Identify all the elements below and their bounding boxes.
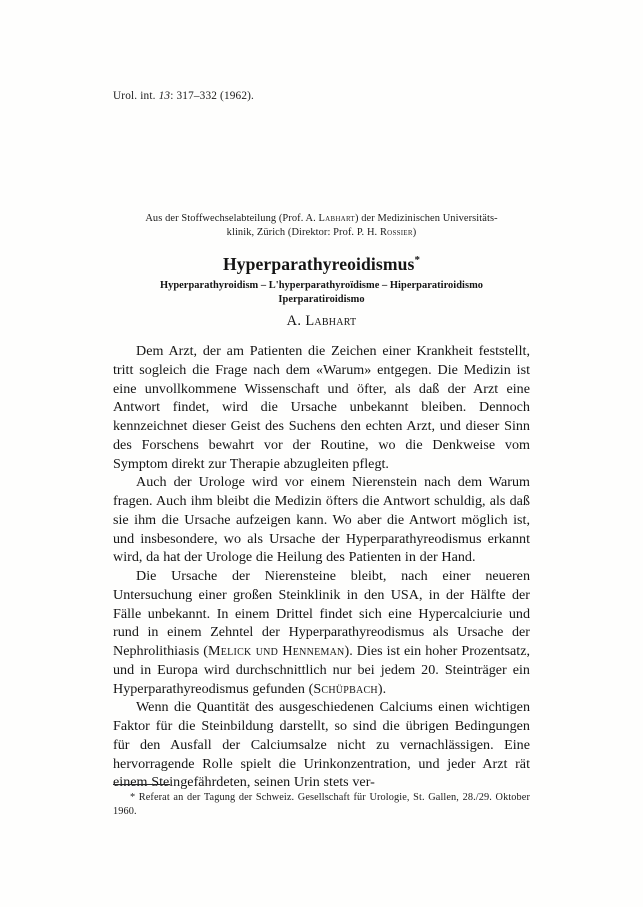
footnote-text: Referat an der Tagung der Schweiz. Gesellschaft für Urologie, St. Gallen, 28./29. Oktober 1960. bbox=[113, 792, 530, 818]
paragraph-part: ). bbox=[377, 680, 387, 697]
title-text: Hyperparathyreoidismus bbox=[222, 254, 415, 274]
body-text bbox=[113, 342, 530, 792]
footnote bbox=[113, 791, 530, 819]
page-range-year: : 317–332 (1962). bbox=[170, 90, 255, 102]
footnote-marker: * bbox=[130, 792, 136, 803]
footnote-paragraph bbox=[113, 791, 530, 819]
paragraph: Auch der Urologe wird vor einem Nierenstein nach dem Warum fragen. Auch ihm bleibt die Medizin öfters die Antwort schuldig, als daß sie ihm die Ursache aufzeigen kann. Wo aber die Antwort möglich ist, und insbesondere, wo als Ursache der Hyperparathyreodismus erkannt wird, da hat der Urologe die Heilung des Patienten in der Hand. bbox=[113, 474, 530, 566]
affiliation-line2-pre: klinik, Zürich (Direktor: Prof. P. H. bbox=[226, 227, 380, 239]
citation-schuepbach: Schüpbach bbox=[313, 680, 378, 697]
volume-number: 13 bbox=[158, 90, 171, 102]
title-block bbox=[113, 254, 530, 306]
affiliation-name-rossier: Rossier bbox=[379, 227, 413, 239]
title-footnote-marker: * bbox=[414, 254, 421, 267]
affiliation-line1-pre: Aus der Stoffwechselabteilung (Prof. A. bbox=[145, 213, 319, 224]
journal-name: Urol. int. bbox=[113, 90, 156, 102]
author-initial: A. bbox=[286, 313, 306, 329]
affiliation bbox=[113, 212, 530, 241]
paragraph: Dem Arzt, der am Patienten die Zeichen einer Krankheit feststellt, tritt sogleich die Frage nach dem «Warum» entgegen. Die Medizin ist eine unvollkommene Wissenschaft und öfter, als daß der Arzt eine Antwort findet, wird die Ursache unbekannt bleiben. Dennoch kennzeichnet dieser Geist des Suchens den echten Arzt, und dieser Sinn des Forschens bewahrt vor der Routine, wo die Denkweise vom Symptom direkt zur Therapie abzugleiten pflegt. bbox=[113, 343, 530, 472]
affiliation-line1-post: ) der Medizinischen Universitäts- bbox=[355, 213, 498, 224]
footnote-separator-rule bbox=[113, 784, 170, 785]
paragraph: Wenn die Quantität des ausgeschiedenen Calciums einen wichtigen Faktor für die Steinbildung darstellt, so sind die übrigen Bedingungen für den Ausfall der Calciumsalze nicht zu vernachlässigen. Eine hervorragende Rolle spielt die Urinkonzentration, und jeder Arzt rät einem Steingefährdeten, seinen Urin stets ver- bbox=[113, 699, 530, 791]
paragraph-part: ). Dies ist ein hoher Prozentsatz, und in Europa wird durchschnittlich nur bei jedem 20. Steinträger ein Hyperparathyreodismus gefunden ( bbox=[113, 643, 530, 697]
citation-melick-henneman: Melick und Henneman bbox=[207, 643, 345, 659]
affiliation-line2-post: ) bbox=[412, 227, 417, 239]
paragraph-part: Die Ursache der Nierensteine bleibt, nach einer neueren Untersuchung einer großen Steinklinik in den USA, in der Hälfte der Fälle unbekannt. In einem Drittel findet sich eine Hypercalciurie und rund in einem Zehntel der Hyperparathyreodismus als Ursache der Nephrolithiasis ( bbox=[113, 568, 530, 659]
running-head bbox=[113, 90, 254, 102]
page-title bbox=[113, 254, 530, 274]
author-surname: Labhart bbox=[305, 313, 357, 329]
subtitle bbox=[113, 279, 530, 306]
affiliation-name-labhart: Labhart bbox=[318, 213, 355, 224]
subtitle-line-1: Hyperparathyroidism – L'hyperparathyroïdisme – Hiperparatiroidismo bbox=[159, 280, 484, 291]
subtitle-line-2: Iperparatiroidismo bbox=[278, 293, 365, 305]
author-byline bbox=[113, 313, 530, 330]
paragraph bbox=[113, 567, 530, 698]
